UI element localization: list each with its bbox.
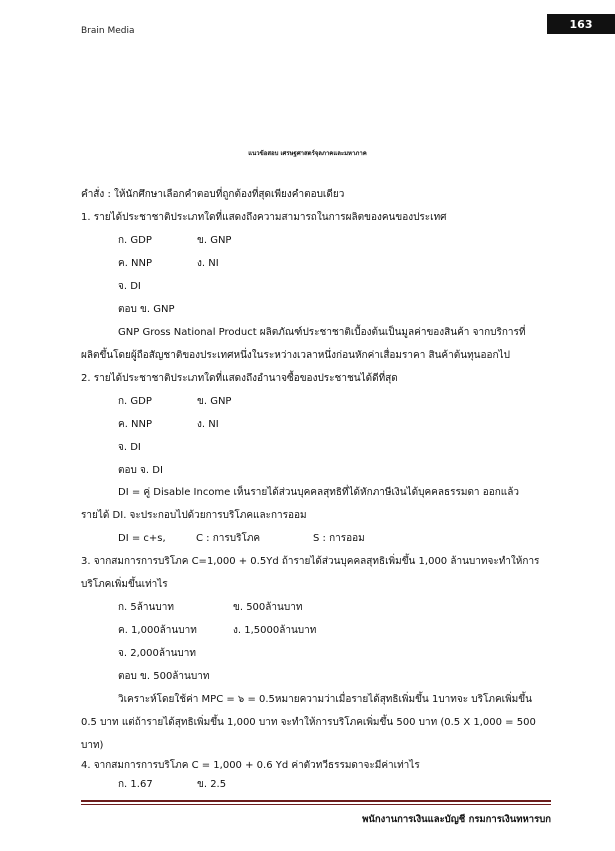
q1-answer: ตอบ ข. GNP [118,304,175,315]
q4-option-a: ก. 1.67 [118,779,153,790]
question-1: 1. รายได้ประชาชาติประเภทใดที่แสดงถึงความสามารถในการผลิตของคนของประเทศ [81,212,447,223]
page-number-badge [547,14,615,34]
question-3-line-2: บริโภคเพิ่มขึ้นเท่าไร [81,579,168,590]
footer-text: พนักงานการเงินและบัญชี กรมการเงินทหารบก [362,814,551,825]
q3-option-b: ข. 500ล้านบาท [233,602,303,613]
q2-option-e: จ. DI [118,442,141,453]
question-2: 2. รายได้ประชาชาติประเภทใดที่แสดงถึงอำนาจซื้อของประชาชนได้ดีที่สุด [81,373,398,384]
q2-answer: ตอบ จ. DI [118,465,163,476]
q3-explanation-line-3: บาท) [81,740,104,751]
question-3-line-1: 3. จากสมการการบริโภค C=1,000 + 0.5Yd ถ้ารายได้ส่วนบุคคลสุทธิเพิ่มขึ้น 1,000 ล้านบาทจะทำให้การ [81,556,540,567]
instruction: คำสั่ง : ให้นักศึกษาเลือกคำตอบที่ถูกต้องที่สุดเพียงคำตอบเดียว [81,189,345,200]
footer-rule-thin [81,804,551,805]
q2-explanation-line-1: DI = คู่ Disable Income เห็นรายได้ส่วนบุคคลสุทธิที่ได้หักภาษีเงินได้บุคคลธรรมดา ออกแล้ว [118,487,519,498]
q2-option-b: ข. GNP [197,396,232,407]
q3-option-e: จ. 2,000ล้านบาท [118,648,196,659]
q2-explanation-line-2: รายได้ DI. จะประกอบไปด้วยการบริโภคและการออม [81,510,307,521]
q1-option-a: ก. GDP [118,235,152,246]
q2-option-d: ง. NI [197,419,219,430]
q2-option-c: ค. NNP [118,419,153,430]
footer-rule [81,800,551,802]
q3-option-c: ค. 1,000ล้านบาท [118,625,197,636]
question-4: 4. จากสมการการบริโภค C = 1,000 + 0.6 Yd ค่าตัวทวีธรรมดาจะมีค่าเท่าไร [81,760,420,771]
q3-explanation-line-2: 0.5 บาท แต่ถ้ารายได้สุทธิเพิ่มขึ้น 1,000 บาท จะทำให้การบริโภคเพิ่มขึ้น 500 บาท (0.5 X 1,000 = 500 [81,717,536,728]
q4-option-b: ข. 2.5 [197,779,227,790]
q1-explanation-line-2: ผลิตขึ้นโดยผู้ถือสัญชาติของประเทศหนึ่งในระหว่างเวลาหนึ่งก่อนหักค่าเสื่อมราคา สินค้าต้นทุนออกไป [81,350,510,361]
q3-option-a: ก. 5ล้านบาท [118,602,174,613]
q2-consumption-label: C : การบริโภค [196,533,261,544]
q1-explanation-line-1: GNP Gross National Product ผลิตภัณฑ์ประชาชาติเบื้องต้นเป็นมูลค่าของสินค้า จากบริการที่ [118,327,526,338]
q2-formula: DI = c+s, [118,533,166,544]
q3-option-d: ง. 1,5000ล้านบาท [233,625,317,636]
q1-option-b: ข. GNP [197,235,232,246]
page-number: 163 [569,17,593,31]
brand-name: Brain Media [81,26,135,36]
page-title: แนวข้อสอบ เศรษฐศาสตร์จุลภาคและมหาภาค [248,150,367,157]
q1-option-e: จ. DI [118,281,141,292]
q3-explanation-line-1: วิเคราะห์โดยใช้ค่า MPC = ๖ = 0.5หมายความว่าเมื่อรายได้สุทธิเพิ่มขึ้น 1บาทจะ บริโภคเพิ่มขึ้น [118,694,532,705]
q1-option-d: ง. NI [197,258,219,269]
q3-answer: ตอบ ข. 500ล้านบาท [118,671,210,682]
q2-option-a: ก. GDP [118,396,152,407]
q2-saving-label: S : การออม [313,533,365,544]
q1-option-c: ค. NNP [118,258,153,269]
